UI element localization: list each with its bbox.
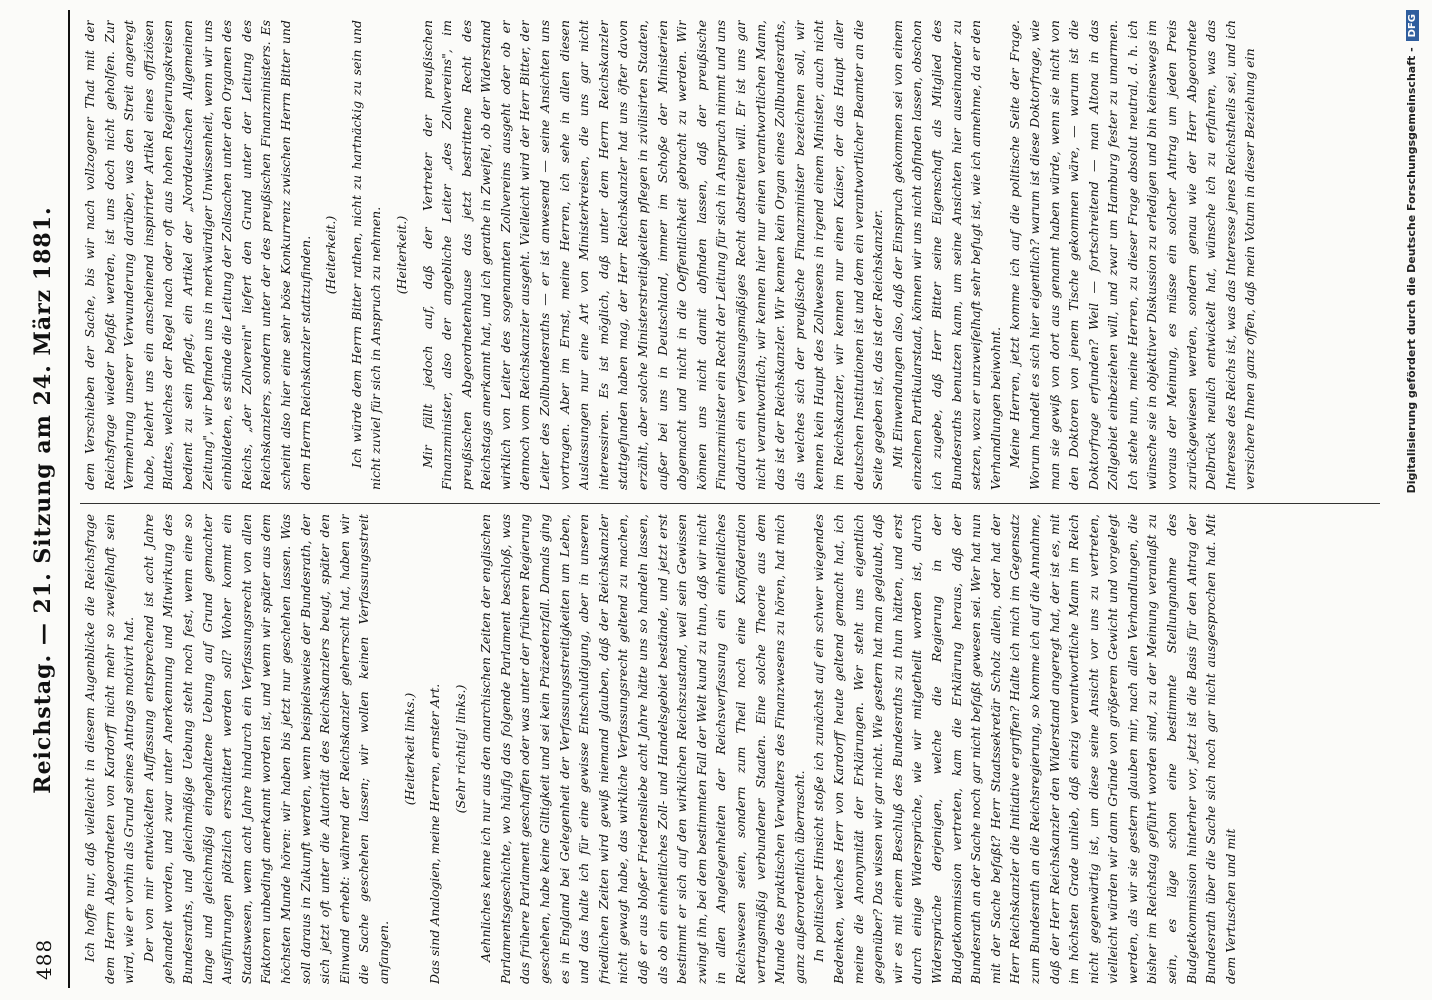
page-title: Reichstag. — 21. Sitzung am 24. März 1881. — [30, 206, 56, 794]
right-column — [80, 20, 1380, 490]
paragraph: Mir fällt jedoch auf, daß der Vertreter der preußischen Finanzminister, also der angebliche Leiter „des Zollvereins", im preußischen Abgeordnetenhause das jetzt bestrittene Recht des Reichstags anerkannt hat, und ich gerathe in Zweifel, ob der Widerstand wirklich von Leiter des sogenannten Zollvereins ausgeht oder ob er dennoch vom Reichskanzler ausgeht. Vielleicht wird der Herr Bitter, der Leiter des Zollbundesraths — er ist anwesend — seine Ansichten uns vortragen. Aber im Ernst, meine Herren, ich sehe in allen diesen Auslassungen nur eine Art von Ministerkreisen, die uns gar nicht interessiren. Es ist möglich, daß unter dem Herrn Reichskanzler stattgefunden haben mag, der Herr Reichskanzler hat uns öfter davon erzählt, aber solche Ministerstreitigkeiten pflegen in zivilisirten Staaten, außer bei uns in Deutschland, immer im Schoße der Ministerien abgemacht und nicht in die Oeffentlichkeit gebracht zu werden. Wir können uns nicht damit abfinden lassen, daß der preußische Finanzminister ein Recht der Leitung für sich in Anspruch nimmt und uns dadurch ein verfassungsmäßiges Recht abstreiten will. Er ist uns gar nicht verantwortlich; wir kennen hier nur einen verantwortlichen Mann, das ist der Reichskanzler. Wir kennen kein Organ eines Zollbundesraths, als welches sich der preußische Finanzminister bezeichnen soll, wir kennen kein Haupt des Zollwesens in irgend einem Minister, auch nicht im Reichskanzler, wir kennen nur einen Kaiser, der das Haupt aller deutschen Institutionen ist und dem ein verantwortlicher Beamter an die Seite gegeben ist, das ist der Reichskanzler. — [419, 20, 886, 490]
column-divider — [80, 503, 1380, 504]
page-number: 488 — [32, 938, 56, 980]
interjection: (Heiterkeit.) — [393, 215, 409, 295]
paragraph: dem Verschieben der Sache, bis wir nach vollzogener That mit der Reichsfrage wieder befaßt werden, ist uns doch nicht geholfen. Zur Vermehrung unserer Verwunderung darüber, was den Streit angeregt habe, belehrt uns ein anscheinend inspirirter Artikel eines offiziösen Blattes, welches der Regel nach oder oft aus hohen Regierungskreisen bedient zu sein pflegt, ein Artikel der „Norddeutschen Allgemeinen Zeitung", wir befinden uns in merkwürdiger Unwissenheit, wenn wir uns einbildeten, es stünde die Leitung der Zollsachen unter den Organen des Reichs, „der Zollverein" liefert den Grund unter der Leitung des Reichskanzlers, sondern unter der des preußischen Finanzministers. Es scheint also hier eine sehr böse Konkurrenz zwischen Herrn Bitter und dem Herrn Reichskanzler stattzufinden. — [82, 20, 313, 490]
rotated-page-content — [10, 0, 1410, 1000]
page-header — [24, 0, 64, 1000]
interjection: (Heiterkeit links.) — [401, 692, 417, 806]
paragraph: In politischer Hinsicht stoße ich zunächst auf ein schwer wiegendes Bedenken, welches Herr von Kardorff heute geltend gemacht hat, ich meine die Anonymität der Erklärungen. Wer steht uns eigentlich gegenüber? Das wissen wir gar nicht. Wie gestern hat man geglaubt, daß wir es mit einem Beschluß des Bundesraths zu thun hätten, und erst durch einige Widersprüche, wie wir mitgetheilt worden ist, durch Widersprüche derjenigen, welche die Regierung in der Budgetkommission vertreten, kam die Erklärung heraus, daß der Bundesrath an der Sache noch gar nicht befaßt gewesen sei. Wer hat nun mit der Sache befaßt? Herr Staatssekretär Scholz allein, oder hat der Herr Reichskanzler die Initiative ergriffen? Halte ich mich im Gegensatz zum Bundesrath an die Reichsregierung, so komme ich auf die Annahme, daß der Herr Reichskanzler den Widerstand angeregt hat, der ist es, mit im höchsten Grade unlieb, daß einzig verantwortliche Mann im Reich nicht gegenwärtig ist, um diese seine Ansicht vor uns zu vertreten, vielleicht würden wir dann Gründe von größerem Gewicht und vorgelegt werden, als wir sie gestern glauben mir, nach allen Verhandlungen, die bisher im Reichstag geführt worden sind, zu der Meinung veranlaßt zu sein, es läge schon eine bestimmte Stellungnahme des Budgetkommission hinterher vor, jetzt ist die Basis für den Antrag der Bundesrath über die Sache sich noch gar nicht ausgesprochen hat. Mit dem Vertuschen und mit — [811, 514, 1238, 984]
credit-text: Digitalisierung gefördert durch die Deutsche Forschungsgemeinschaft - — [1405, 47, 1418, 494]
paragraph: Aehnliches kenne ich nur aus den anarchischen Zeiten der englischen Parlamentsgeschichte, wo häufig das folgende Parlament beschloß, was das frühere Parlament geschaffen oder was unter der früheren Regierung geschehen, habe keine Giltigkeit und sei kein Präzedenzfall. Damals ging es in England bei Gelegenheit der Verfassungsstreitigkeiten um Leben, und das halte ich für eine gewisse Entschuldigung, aber in unseren friedlichen Zeiten wird gewiß niemand glauben, daß der Reichskanzler nicht gewagt habe, das wirkliche Verfassungsrecht geltend zu machen, daß er aus bloßer Friedensliebe acht Jahre hätte uns so handeln lassen, als ob ein einheitliches Zoll- und Handelsgebiet bestände, und jetzt erst bestimmt er sich auf den wirklichen Reichszustand, weil sein Gewissen zwingt ihn, bei dem bestimmten Fall der Welt kund zu thun, daß wir nicht in allen Angelegenheiten der Reichsverfassung ein einheitliches Reichswesen seien, sondern zum Theil noch eine Konföderation vertragsmäßig verbundener Staaten. Eine solche Theorie aus dem Munde des praktischen Verwalters des Finanzwesens zu hören, hat mich ganz außerordentlich überrascht. — [478, 514, 807, 984]
interjection: (Heiterkeit.) — [323, 215, 339, 295]
digitization-credit — [1405, 10, 1419, 1000]
paragraph: Ich hoffe nur, daß vielleicht in diesem Augenblicke die Reichsfrage dem Herrn Abgeordneten von Kardorff nicht mehr so zweifelhaft sein wird, wie er vorhin als Grund seines Antrags motivirt hat. — [82, 514, 137, 984]
paragraph: Meine Herren, jetzt komme ich auf die politische Seite der Frage. Worum handelt es sich hier eigentlich? warum ist diese Doktorfrage, wie man sie gewiß von dort aus genannt haben würde, wenn sie nicht von den Doktoren von jenem Tische gekommen wäre, — warum ist die Doktorfrage erfunden? Weil — fortschreitend — man Altona in das Zollgebiet einbeziehen will, und zwar um Hamburg fester zu umarmen. Ich stehe nun, meine Herren, zu dieser Frage absolut neutral, d. h. ich wünsche sie in objektiver Diskussion zu erledigen und bin keineswegs im voraus der Meinung, es müsse ein solcher Antrag um jeden Preis zurückgewiesen werden, sondern genau wie der Herr Abgeordnete Delbrück neulich entwickelt hat, wünsche ich zu erfahren, was das Interesse des Reichs ist, was das Interesse jenes Reichstheils sei, und ich versichere Ihnen ganz offen, daß mein Votum in dieser Beziehung ein — [1007, 20, 1258, 490]
paragraph: Ich würde dem Herrn Bitter rathen, nicht zu hartnäckig zu sein und nicht zuviel für sich in Anspruch zu nehmen. — [348, 20, 384, 490]
header-rule — [68, 10, 70, 988]
paragraph: Der von mir entwickelten Auffassung entsprechend ist acht Jahre gehandelt worden, und zwar unter Anerkennung und Mitwirkung des Bundesraths, und gleichmäßige Uebung steht noch fest, wenn eine so lange und gleichmäßig eingehaltene Uebung auf Grund gemachter Ausführungen plötzlich erschüttert werden soll? Woher kommt ein Staatswesen, wenn acht Jahre hindurch ein Verfassungsrecht von allen Faktoren unbedingt anerkannt worden ist, und wenn wir später aus dem höchsten Munde hören: wir haben bis jetzt nur geschehen lassen. Was soll daraus in Zukunft werden, wenn beispielsweise der Bundesrath, der sich jetzt oft unter die Autorität des Reichskanzlers beugt, später den Einwand erhebt: während der Reichskanzler geherrscht hat, haben wir die Sache geschehen lassen; wir wollen keinen Verfassungsstreit anfangen. — [140, 514, 391, 984]
paragraph: Mit Einwendungen also, daß der Einspruch gekommen sei von einem einzelnen Partikularstaat, können wir uns nicht abfinden lassen, obschon ich zugebe, daß Herr Bitter seine Eigenschaft als Mitglied des Bundesraths benutzen kann, um seine Ansichten hier auseinander zu setzen, wozu er unzweifelhaft sehr befugt ist, wie ich annehme, da er den Verhandlungen beiwohnt. — [889, 20, 1003, 490]
paragraph: Das sind Analogien, meine Herren, ernster Art. — [427, 683, 443, 984]
dfg-logo: DFG — [1406, 10, 1419, 41]
left-column — [80, 514, 1380, 984]
interjection: (Sehr richtig! links.) — [452, 684, 468, 814]
